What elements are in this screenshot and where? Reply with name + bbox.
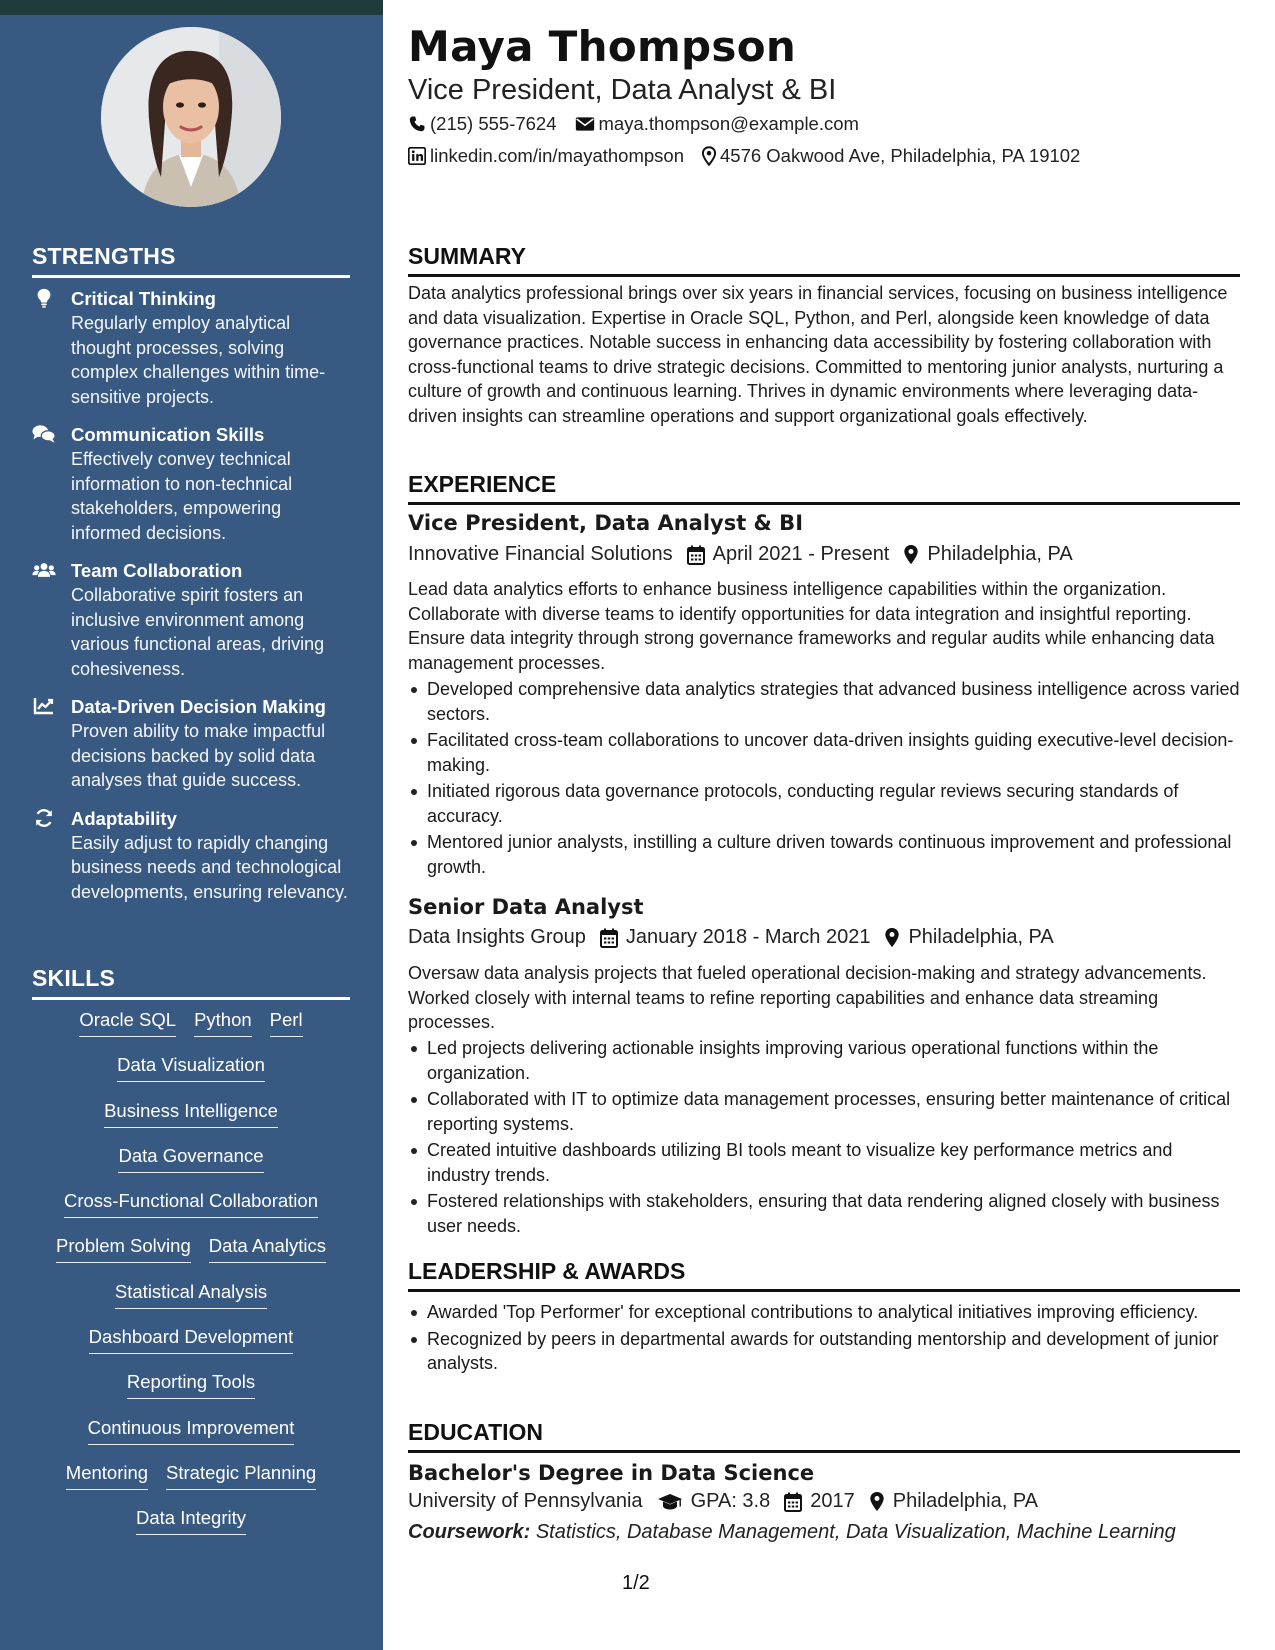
job-dates — [600, 926, 871, 949]
strength-title: Communication Skills — [71, 424, 265, 445]
skills-heading: SKILLS — [32, 965, 350, 1000]
calendar-icon — [687, 545, 705, 565]
strength-item — [32, 694, 352, 793]
skill-tag: Python — [194, 1008, 252, 1037]
job-bullet: Initiated rigorous data governance protocols, conducting regular reviews securing standards of accuracy. — [408, 779, 1240, 828]
page-number: 1/2 — [622, 1572, 650, 1594]
strength-title: Critical Thinking — [71, 288, 216, 309]
skill-row — [32, 1416, 350, 1461]
skill-tag: Problem Solving — [56, 1234, 191, 1263]
skill-row — [32, 1506, 350, 1551]
job-bullet: Created intuitive dashboards utilizing BI tools meant to visualize key performance metrics and industry trends. — [408, 1138, 1240, 1187]
job-dates — [687, 543, 890, 566]
address-text: 4576 Oakwood Ave, Philadelphia, PA 19102 — [720, 145, 1081, 166]
phone-icon — [408, 115, 426, 133]
strength-item — [32, 286, 352, 409]
job-bullet: Fostered relationships with stakeholders, ensuring that data rendering aligned closely with business user needs. — [408, 1189, 1240, 1238]
skill-tag: Oracle SQL — [79, 1008, 176, 1037]
job-location-text: Philadelphia, PA — [927, 543, 1073, 565]
skill-row — [32, 1234, 350, 1279]
contact-row-2 — [408, 145, 1098, 167]
job-bullets — [408, 677, 1240, 881]
skill-row — [32, 1370, 350, 1415]
graduation-year-text: 2017 — [810, 1490, 855, 1512]
skill-tag: Data Governance — [118, 1144, 263, 1173]
map-pin-icon — [884, 927, 900, 948]
skill-tag: Statistical Analysis — [115, 1280, 267, 1309]
lightbulb-icon — [32, 287, 56, 309]
strength-description: Proven ability to make impactful decisions backed by solid data analyses that guide success. — [71, 721, 326, 790]
job-title: Vice President, Data Analyst & BI — [408, 511, 804, 535]
avatar — [101, 27, 281, 207]
skill-tag: Business Intelligence — [104, 1099, 278, 1128]
map-pin-icon — [903, 544, 919, 565]
award-bullet: Awarded 'Top Performer' for exceptional contributions to analytical initiatives improving efficiency. — [408, 1300, 1240, 1325]
degree-title: Bachelor's Degree in Data Science — [408, 1461, 815, 1485]
job-meta — [408, 926, 1068, 949]
skill-row — [32, 1099, 350, 1144]
school-location — [869, 1490, 1038, 1513]
skill-tag: Cross-Functional Collaboration — [64, 1189, 318, 1218]
skills-list — [32, 1008, 350, 1552]
email-contact[interactable] — [575, 113, 859, 135]
skill-row — [32, 1280, 350, 1325]
strength-title: Team Collaboration — [71, 560, 243, 581]
school-name: University of Pennsylvania — [408, 1490, 643, 1512]
candidate-name: Maya Thompson — [408, 22, 797, 71]
linkedin-icon — [408, 147, 426, 165]
skill-tag: Data Visualization — [117, 1053, 265, 1082]
skill-tag: Perl — [270, 1008, 303, 1037]
skill-tag: Continuous Improvement — [88, 1416, 295, 1445]
calendar-icon — [784, 1492, 802, 1512]
chart-line-icon — [32, 695, 56, 717]
job-bullet: Developed comprehensive data analytics strategies that advanced business intelligence across varied sectors. — [408, 677, 1240, 726]
strength-title: Data-Driven Decision Making — [71, 696, 326, 717]
skill-row — [32, 1008, 350, 1053]
linkedin-contact[interactable] — [408, 145, 684, 167]
skill-row — [32, 1461, 350, 1506]
strength-description: Easily adjust to rapidly changing business needs and technological developments, ensuring relevancy. — [71, 832, 348, 902]
job-bullets — [408, 1036, 1240, 1240]
strength-item — [32, 558, 352, 681]
skill-row — [32, 1144, 350, 1189]
coursework-label: Coursework: — [408, 1521, 531, 1543]
graduation-cap-icon — [657, 1493, 683, 1511]
experience-heading: EXPERIENCE — [408, 471, 1240, 505]
coursework-text: Statistics, Database Management, Data Visualization, Machine Learning — [535, 1521, 1176, 1543]
education-meta — [408, 1490, 1052, 1513]
contact-row-1 — [408, 113, 877, 135]
skill-row — [32, 1053, 350, 1098]
candidate-headline: Vice President, Data Analyst & BI — [408, 74, 837, 106]
job-bullet: Mentored junior analysts, instilling a culture driven towards continuous improvement and professional growth. — [408, 830, 1240, 879]
job-description: Oversaw data analysis projects that fueled operational decision-making and strategy advancements. Worked closely with internal teams to refine reporting capabilities and enhance data streaming processes. — [408, 963, 1207, 1032]
phone-text: (215) 555-7624 — [430, 113, 557, 134]
graduation-year — [784, 1490, 855, 1513]
job-company: Innovative Financial Solutions — [408, 543, 673, 565]
awards-heading: LEADERSHIP & AWARDS — [408, 1258, 1240, 1292]
job-dates-text: April 2021 - Present — [712, 543, 890, 565]
skill-tag: Dashboard Development — [89, 1325, 294, 1354]
job-location-text: Philadelphia, PA — [908, 926, 1054, 948]
email-text: maya.thompson@example.com — [598, 113, 859, 134]
job-meta — [408, 543, 1087, 566]
skill-tag: Data Integrity — [136, 1506, 246, 1535]
strengths-heading: STRENGTHS — [32, 243, 350, 278]
summary-text: Data analytics professional brings over six years in financial services, focusing on business intelligence and data visualization. Expertise in Oracle SQL, Python, and Perl, alongside keen knowledge of data governance practices. Notable success in enhancing data accessibility by fostering collaboration with cross-functional teams to drive strategic decisions. Committed to mentoring junior analysts, nurturing a culture of growth and continuous learning. Thrives in dynamic environments where leveraging data-driven insights can streamline operations and support organizational goals effectively. — [408, 283, 1228, 426]
job-bullet: Led projects delivering actionable insights improving various operational functions within the organization. — [408, 1036, 1240, 1085]
sync-icon — [32, 807, 56, 829]
award-bullet: Recognized by peers in departmental awards for outstanding mentorship and development of junior analysts. — [408, 1327, 1240, 1376]
job-bullet: Facilitated cross-team collaborations to uncover data-driven insights guiding executive-level decision-making. — [408, 728, 1240, 777]
gpa-text: GPA: 3.8 — [690, 1490, 771, 1512]
calendar-icon — [600, 928, 618, 948]
job-location — [903, 543, 1072, 566]
strength-title: Adaptability — [71, 807, 177, 829]
job-title: Senior Data Analyst — [408, 895, 644, 919]
address-contact — [702, 145, 1080, 167]
job-location — [884, 926, 1053, 949]
summary-heading: SUMMARY — [408, 243, 1240, 277]
sidebar — [0, 0, 383, 1650]
skill-tag: Data Analytics — [209, 1234, 326, 1263]
skill-row — [32, 1189, 350, 1234]
phone-contact[interactable] — [408, 113, 557, 135]
linkedin-text: linkedin.com/in/mayathompson — [430, 145, 684, 166]
skill-tag: Reporting Tools — [127, 1370, 255, 1399]
strength-description: Effectively convey technical information to non-technical stakeholders, empowering informed decisions. — [71, 449, 293, 543]
skill-row — [32, 1325, 350, 1370]
sidebar-top-bar — [0, 0, 383, 15]
strength-description: Regularly employ analytical thought processes, solving complex challenges within time-sensitive projects. — [71, 313, 326, 407]
email-icon — [575, 116, 595, 132]
strength-item — [32, 422, 352, 545]
strength-description: Collaborative spirit fosters an inclusive environment among various functional areas, driving cohesiveness. — [71, 585, 325, 679]
map-pin-icon — [702, 146, 716, 166]
users-icon — [32, 559, 56, 581]
skill-tag: Mentoring — [66, 1461, 148, 1490]
awards-bullets — [408, 1300, 1240, 1378]
skill-tag: Strategic Planning — [166, 1461, 316, 1490]
school-location-text: Philadelphia, PA — [892, 1490, 1039, 1512]
avatar-portrait — [101, 27, 281, 207]
job-dates-text: January 2018 - March 2021 — [625, 926, 871, 948]
job-company: Data Insights Group — [408, 926, 586, 948]
coursework — [408, 1521, 1176, 1544]
job-description: Lead data analytics efforts to enhance business intelligence capabilities within the organization. Collaborate with diverse teams to identify opportunities for data integration and insightful reporting. Ensure data integrity through strong governance frameworks and regular audits while enhancing data management processes. — [408, 579, 1215, 673]
comments-icon — [32, 423, 56, 445]
gpa — [657, 1490, 771, 1513]
map-pin-icon — [869, 1491, 885, 1512]
strength-item — [32, 806, 352, 905]
strengths-list — [32, 286, 352, 917]
job-bullet: Collaborated with IT to optimize data management processes, ensuring better maintenance of critical reporting systems. — [408, 1087, 1240, 1136]
education-heading: EDUCATION — [408, 1419, 1240, 1453]
